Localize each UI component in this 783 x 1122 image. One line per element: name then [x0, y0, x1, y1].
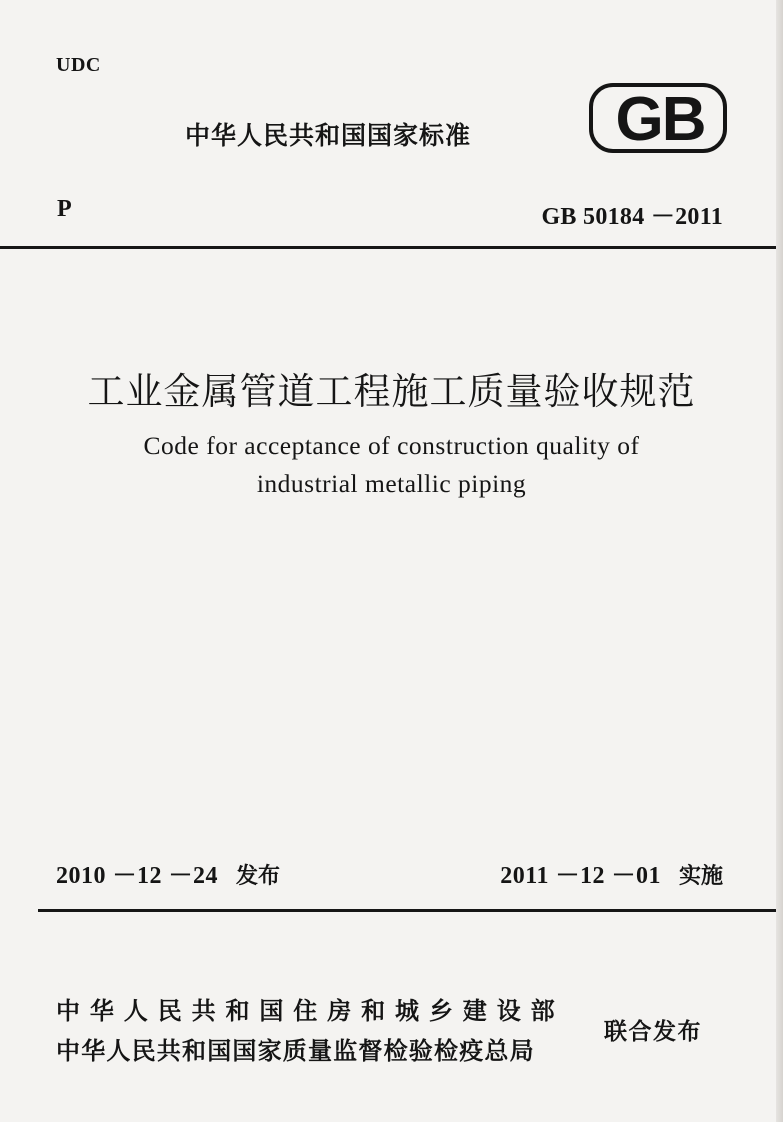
standard-number: GB 50184 －2011 [541, 204, 723, 230]
udc-label: UDC [56, 54, 101, 76]
publisher-line-1: 中华人民共和国住房和城乡建设部 [56, 997, 565, 1025]
issue-label: 发布 [236, 864, 281, 889]
issue-date: 2010 －12 －24 [56, 863, 218, 889]
classification-code: P [57, 196, 72, 222]
implementation-date: 2011 －12 －01 [500, 863, 661, 889]
implementation-label: 实施 [678, 864, 723, 889]
publisher-line-2: 中华人民共和国国家质量监督检验检疫总局 [56, 1037, 535, 1065]
footer-divider [38, 909, 783, 912]
implementation-date-block [500, 855, 723, 890]
title-english-line1: Code for acceptance of construction quality of [143, 431, 640, 460]
joint-publish-label: 联合发布 [604, 1019, 702, 1045]
title-english-line2: industrial metallic piping [256, 469, 527, 498]
page-edge [776, 0, 783, 1122]
title-chinese: 工业金属管道工程施工质量验收规范 [87, 370, 696, 413]
gb-logo [588, 82, 728, 154]
standard-type-title: 中华人民共和国国家标准 [185, 121, 472, 150]
header-divider [0, 246, 783, 249]
gb-logo-text: GB [615, 85, 705, 154]
issue-date-block [56, 855, 280, 890]
